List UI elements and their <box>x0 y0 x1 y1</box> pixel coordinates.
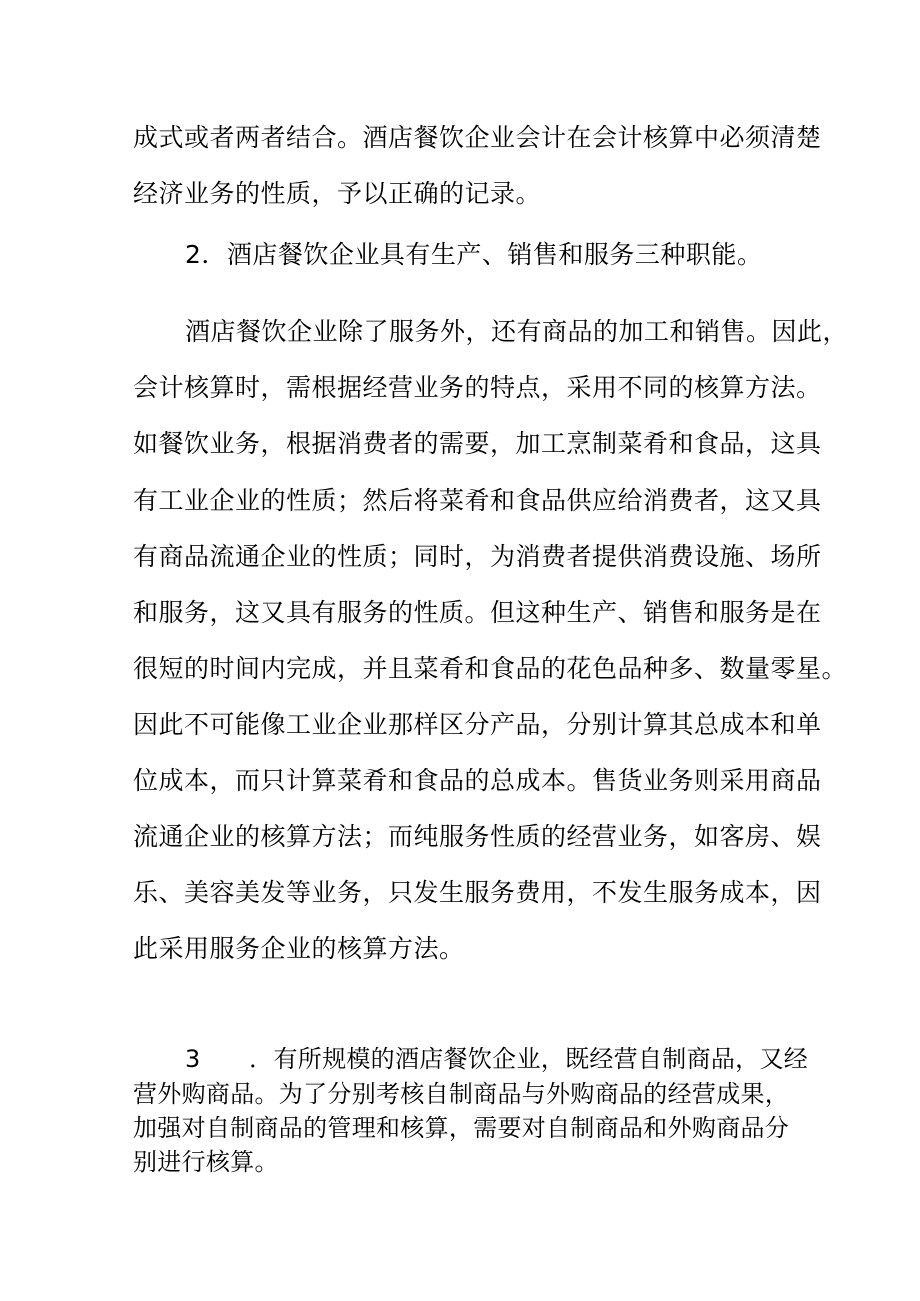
paragraph-3-line-2: 营外购商品。为了分别考核自制商品与外购商品的经营成果， <box>133 1080 790 1108</box>
paragraph-3-line-3: 加强对自制商品的管理和核算，需要对自制商品和外购商品分 <box>133 1114 790 1142</box>
paragraph-2-line-8: 因此不可能像工业企业那样区分产品，分别计算其总成本和单 <box>133 710 822 739</box>
paragraph-3-line-1: 3 ．有所规模的酒店餐饮企业，既经营自制商品，又经 <box>185 1045 809 1073</box>
continuation-line-2: 经济业务的性质，予以正确的记录。 <box>133 179 542 208</box>
paragraph-2-line-2: 会计核算时，需根据经营业务的特点，采用不同的核算方法。 <box>133 373 822 402</box>
paragraph-2-line-10: 流通企业的核算方法；而纯服务性质的经营业务，如客房、娱 <box>133 822 822 851</box>
paragraph-2-line-1: 酒店餐饮企业除了服务外，还有商品的加工和销售。因此， <box>185 317 849 346</box>
paragraph-2-line-12: 此采用服务企业的核算方法。 <box>133 934 465 963</box>
paragraph-2-line-6: 和服务，这又具有服务的性质。但这种生产、销售和服务是在 <box>133 598 822 627</box>
paragraph-3-line-4: 别进行核算。 <box>133 1148 279 1176</box>
continuation-line-1: 成式或者两者结合。酒店餐饮企业会计在会计核算中必须清楚 <box>133 123 822 152</box>
paragraph-2-line-11: 乐、美容美发等业务，只发生服务费用，不发生服务成本，因 <box>133 878 822 907</box>
paragraph-2-line-7: 很短的时间内完成，并且菜肴和食品的花色品种多、数量零星。 <box>133 654 848 683</box>
section-2-heading: 2．酒店餐饮企业具有生产、销售和服务三种职能。 <box>185 240 763 269</box>
paragraph-2-line-9: 位成本，而只计算菜肴和食品的总成本。售货业务则采用商品 <box>133 766 822 795</box>
paragraph-2-line-3: 如餐饮业务，根据消费者的需要，加工烹制菜肴和食品，这具 <box>133 429 822 458</box>
paragraph-2-line-5: 有商品流通企业的性质；同时，为消费者提供消费设施、场所 <box>133 542 822 571</box>
paragraph-2-line-4: 有工业企业的性质；然后将菜肴和食品供应给消费者，这又具 <box>133 486 822 515</box>
